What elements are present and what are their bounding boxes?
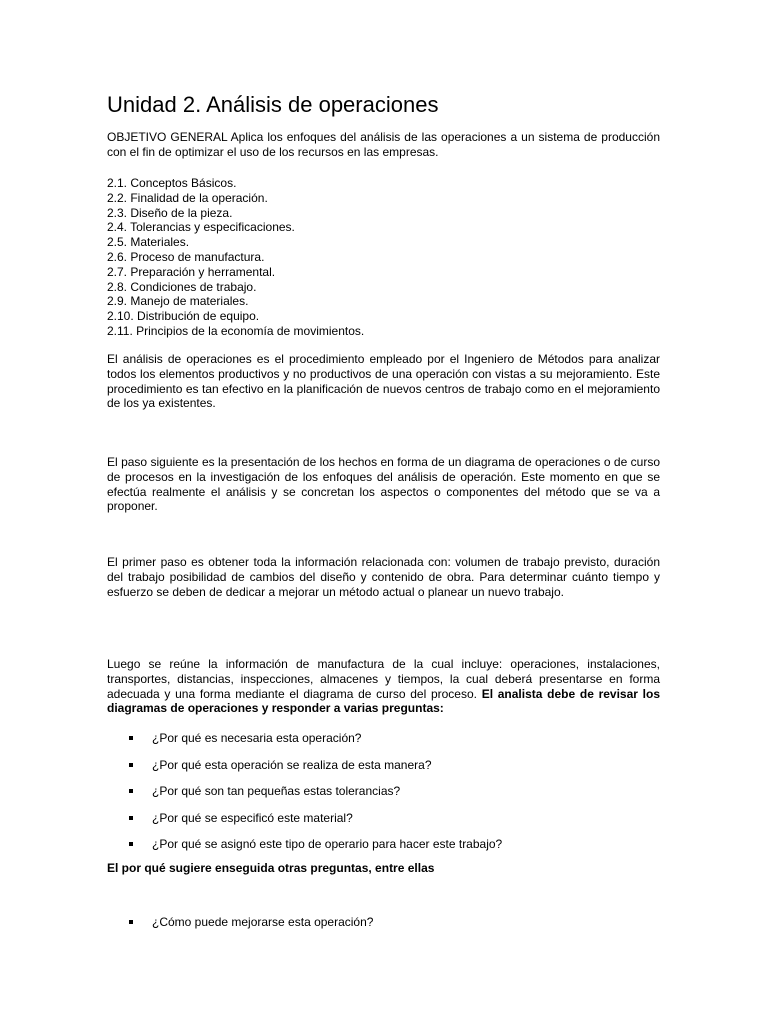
bullet-square-icon — [129, 736, 133, 740]
toc-item: 2.9. Manejo de materiales. — [107, 294, 249, 309]
question-text: ¿Por qué se asignó este tipo de operario para hacer este trabajo? — [152, 837, 503, 851]
table-of-contents — [107, 176, 660, 339]
paragraph-operations-analysis: El análisis de operaciones es el procedimiento empleado por el Ingeniero de Métodos para analizar todos los elementos productivos y no productivos de una operación con vistas a su mejoramiento. Este procedimiento es tan efectivo en la planificación de nuevos centros de trabajo como en el mejoramiento de los ya existentes. — [107, 352, 660, 411]
objective-label: OBJETIVO GENERAL — [107, 130, 228, 144]
question-item — [107, 784, 660, 811]
objective-paragraph — [107, 130, 660, 160]
paragraph-first-step: El primer paso es obtener toda la información relacionada con: volumen de trabajo previsto, duración del trabajo posibilidad de cambios del diseño y contenido de obra. Para determinar cuánto tiempo y esfuerzo se deben de dedicar a mejorar un método actual o planear un nuevo trabajo. — [107, 555, 660, 599]
manufacturing-info-text: Luego se reúne la información de manufactura de la cual incluye: operaciones, instalaciones, transportes, distancias, inspecciones, almacenes y tiempos, la cual deberá presentarse en forma adecuada y una forma mediante el diagrama de curso del proceso. — [107, 657, 660, 701]
toc-item: 2.6. Proceso de manufactura. — [107, 249, 265, 264]
bullet-square-icon — [129, 763, 133, 767]
page-title: Unidad 2. Análisis de operaciones — [107, 92, 439, 117]
bullet-square-icon — [129, 920, 133, 924]
followup-heading-text: El por qué sugiere enseguida otras preguntas, entre ellas — [107, 861, 435, 875]
paragraph-next-step: El paso siguiente es la presentación de los hechos en forma de un diagrama de operaciones o de curso de procesos en la investigación de los enfoques del análisis de operación. Este momento en que se efectúa realmente el análisis y se concretan los aspectos o componentes del método que se va a proponer. — [107, 455, 660, 514]
toc-item: 2.10. Distribución de equipo. — [107, 309, 260, 324]
toc-list — [107, 176, 660, 339]
toc-item: 2.4. Tolerancias y especificaciones. — [107, 220, 295, 235]
followup-questions-list — [107, 915, 660, 942]
question-item — [107, 731, 660, 758]
toc-item: 2.8. Condiciones de trabajo. — [107, 279, 257, 294]
bullet-square-icon — [129, 842, 133, 846]
toc-item: 2.2. Finalidad de la operación. — [107, 190, 268, 205]
question-text: ¿Por qué son tan pequeñas estas tolerancias? — [152, 784, 401, 798]
objective-text: Aplica los enfoques del análisis de las operaciones a un sistema de producción con el fin de optimizar el uso de los recursos en las empresas. — [107, 130, 660, 159]
followup-heading — [107, 861, 660, 876]
questions-list — [107, 731, 660, 864]
toc-item: 2.11. Principios de la economía de movimientos. — [107, 323, 365, 338]
question-text: ¿Por qué es necesaria esta operación? — [152, 731, 362, 745]
toc-item: 2.1. Conceptos Básicos. — [107, 176, 237, 190]
question-text: ¿Por qué esta operación se realiza de esta manera? — [152, 757, 432, 772]
bullet-square-icon — [129, 816, 133, 820]
followup-question-item — [107, 915, 660, 942]
followup-question-text: ¿Cómo puede mejorarse esta operación? — [152, 915, 374, 929]
toc-item: 2.7. Preparación y herramental. — [107, 264, 276, 279]
bullet-square-icon — [129, 789, 133, 793]
question-item — [107, 811, 660, 838]
question-item — [107, 758, 660, 785]
toc-item: 2.5. Materiales. — [107, 235, 190, 250]
question-item — [107, 837, 660, 864]
toc-item: 2.3. Diseño de la pieza. — [107, 205, 233, 220]
question-text: ¿Por qué se especificó este material? — [152, 810, 353, 825]
analyst-instruction: El analista debe de revisar los diagramas de operaciones y responder a varias preguntas: — [107, 686, 660, 716]
paragraph-manufacturing-info — [107, 657, 660, 716]
